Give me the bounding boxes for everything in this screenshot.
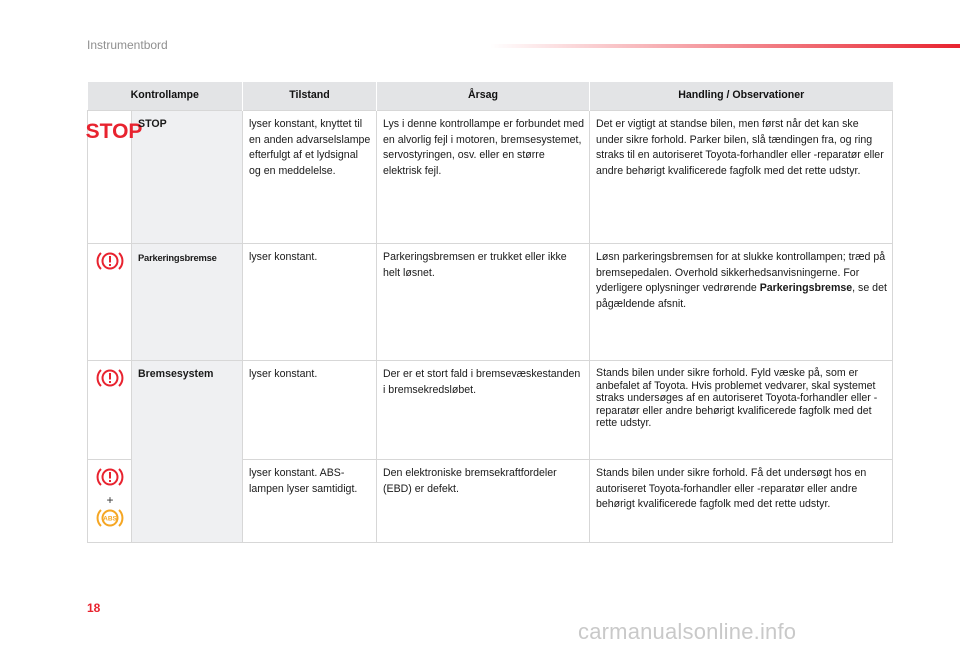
action-text: Stands bilen under sikre forhold. Fyld væske på, som er anbefalet af Toyota. Hvis problemet vedvarer, skal systemet straks undersøges af en autoriseret Toyota-forhandler eller -reparatør eller andre behørigt kvalificerede fagfolk med det rette udstyr. [590,361,893,460]
col-header-kontrollampe: Kontrollampe [88,82,243,111]
state-text: lyser konstant. [243,244,377,361]
table-row [88,244,893,361]
icon-cell [88,361,132,460]
svg-text:ABS: ABS [103,515,117,522]
warning-lamp-table [87,82,893,543]
cause-text: Parkeringsbremsen er trukket eller ikke helt løsnet. [377,244,590,361]
brake-warning-icon [95,250,125,272]
brake-warning-icon [95,466,125,488]
page-number: 18 [87,601,101,615]
lamp-name: Parkeringsbremse [132,244,243,361]
state-text: lyser konstant. [243,361,377,460]
section-title: Instrumentbord [87,38,168,52]
cause-text: Der er et stort fald i bremsevæskestanden i bremsekredsløbet. [377,361,590,460]
action-text-main: Løsn parkeringsbremsen for at slukke kontrollampen; træd på bremsepedalen. Overhold sikkerhedsanvisningerne. For yderligere oplysninger vedrørende [596,251,886,294]
action-text: Stands bilen under sikre forhold. Få det undersøgt hos en autoriseret Toyota-forhandler eller -reparatør eller andre behørigt kvalificerede fagfolk med det rette udstyr. [590,460,893,543]
col-header-tilstand: Tilstand [243,82,377,111]
action-text: Det er vigtigt at standse bilen, men først når det kan ske under sikre forhold. Parker bilen, slå tændingen fra, og ring straks til en autoriseret Toyota-forhandler eller -reparatør eller andre behørigt kvalificerede fagfolk med det rette udstyr. [590,111,893,244]
lamp-name: STOP [132,111,243,244]
svg-text:STOP: STOP [85,120,143,143]
cause-text: Den elektroniske bremsekraftfordeler (EBD) er defekt. [377,460,590,543]
icon-cell [88,244,132,361]
lamp-name: Bremsesystem [132,361,243,543]
icon-cell [85,111,143,244]
cause-text: Lys i denne kontrollampe er forbundet med en alvorlig fejl i motoren, bremsesystemet, servostyringen, osv. eller en større elektrisk fejl. [377,111,590,244]
brake-warning-icon [95,367,125,389]
stop-icon [85,119,143,143]
action-reference: Parkeringsbremse [759,282,853,294]
icon-cell [88,460,132,543]
header-accent-line [490,44,960,48]
state-text: lyser konstant. ABS-lampen lyser samtidigt. [243,460,377,543]
table-row [88,111,893,244]
action-text-tail: , se det pågældende afsnit. [596,282,887,310]
plus-sign: + [106,492,114,507]
col-header-arsag: Årsag [377,82,590,111]
state-text: lyser konstant, knyttet til en anden advarselslampe efterfulgt af et lydsignal og en meddelelse. [243,111,377,244]
action-text [590,244,893,361]
abs-icon [95,507,125,529]
watermark: carmanualsonline.info [578,619,797,644]
col-header-handling: Handling / Observationer [590,82,893,111]
table-row [88,361,893,460]
table-header-row [88,82,893,111]
